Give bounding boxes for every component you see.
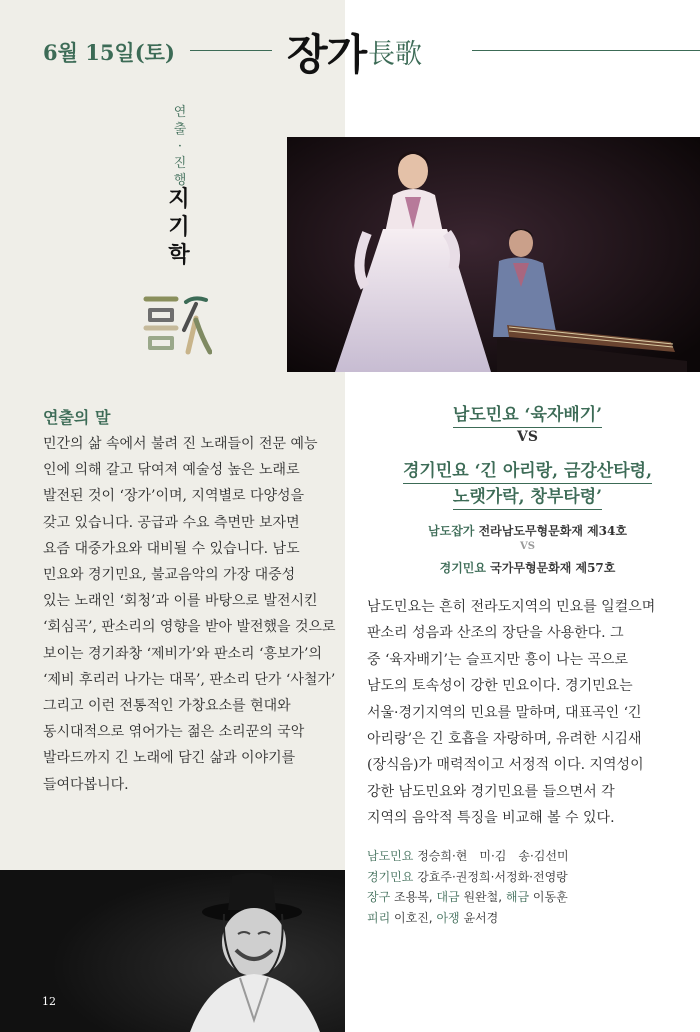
director-note-line: 요즘 대중가요와 대비될 수 있습니다. 남도	[43, 540, 300, 557]
director-note-line: 발전된 것이 ‘장가’이며, 지역별로 다양성을	[43, 488, 305, 505]
description-line: 남도의 토속성이 강한 민요이다. 경기민요는	[367, 678, 633, 695]
performance-photo	[287, 137, 700, 372]
program-title-2-line-1: 경기민요 ‘긴 아리랑, 금강산타령,	[355, 456, 700, 481]
director-name: 지 기 학	[168, 186, 190, 268]
program-description	[367, 594, 667, 832]
page-number: 12	[42, 995, 56, 1008]
credits-line: 경기민요 강효주·권정희·서정화·전영랑	[367, 869, 568, 884]
description-line: 판소리 성음과 산조의 장단을 사용한다. 그	[367, 625, 624, 642]
designation-vs: VS	[520, 541, 535, 552]
credits-line: 장구 조용복, 대금 원완철, 해금 이동훈	[367, 890, 568, 904]
director-role-label: 연 출 · 진 행	[173, 105, 187, 188]
director-note-line: 인에 의해 갈고 닦여져 예술성 높은 노래로	[43, 462, 300, 479]
director-note-heading: 연출의 말	[43, 408, 111, 427]
description-line: 남도민요는 흔히 전라도지역의 민요를 일컬으며	[367, 599, 656, 615]
performance-date: 6월 15일(토)	[43, 40, 175, 65]
director-note-line: 그리고 이런 전통적인 가창요소를 현대와	[43, 698, 291, 715]
director-note-line: ‘제비 후리러 나가는 대목’, 판소리 단가 ‘사철가’	[43, 671, 336, 688]
performer-credits	[367, 846, 569, 928]
credits-line: 남도민요 정승희·현 미·김 송·김선미	[367, 849, 569, 863]
director-note-line: ‘회심곡’, 판소리의 영향을 받아 발전했을 것으로	[43, 619, 336, 636]
director-note-line: 민요와 경기민요, 불교음악의 가장 대중성	[43, 567, 296, 584]
designation-2: 경기민요 국가무형문화재 제57호	[439, 561, 616, 575]
director-note-line: 갖고 있습니다. 공급과 수요 측면만 보자면	[43, 514, 300, 531]
description-line: 중 ‘육자배기’는 슬프지만 흥이 나는 곡으로	[367, 651, 629, 668]
program-title-korean: 장가	[287, 30, 367, 79]
program-vs: VS	[517, 429, 538, 445]
credits-line: 피리 이호진, 아쟁 윤서경	[367, 910, 499, 925]
director-note-line: 발라드까지 긴 노래에 담긴 삶과 이야기를	[43, 750, 296, 767]
description-line: (장식음)가 매력적이고 서정적 이다. 지역성이	[367, 757, 644, 774]
director-note-body	[43, 431, 336, 798]
header-rule-left	[190, 50, 272, 51]
header-rule-right	[472, 50, 700, 51]
description-line: 지역의 음악적 특징을 비교해 볼 수 있다.	[367, 810, 615, 827]
director-note-line: 들여다봅니다.	[43, 776, 129, 793]
director-note-line: 보이는 경기좌창 ‘제비가’와 판소리 ‘흥보가’의	[43, 645, 323, 662]
designation-1: 남도잡가 전라남도무형문화재 제34호	[428, 524, 627, 538]
director-note-line: 민간의 삶 속에서 불려 진 노래들이 전문 예능	[43, 436, 318, 452]
program-title-2-line-2: 노랫가락, 창부타령’	[355, 482, 700, 507]
program-title-1: 남도민요 ‘육자배기’	[355, 400, 700, 425]
description-line: 아리랑’은 긴 호흡을 자랑하며, 유려한 시김새	[367, 731, 642, 748]
description-line: 강한 남도민요와 경기민요를 들으면서 각	[367, 783, 615, 800]
director-note-line: 있는 노래인 ‘회청’과 이를 바탕으로 발전시킨	[43, 593, 318, 610]
director-note-line: 동시대적으로 엮어가는 젊은 소리꾼의 국악	[43, 724, 305, 741]
description-line: 서울·경기지역의 민요를 말하며, 대표곡인 ‘긴	[367, 704, 642, 721]
calligraphy-song-glyph	[142, 290, 212, 360]
program-title-hanja: 長歌	[368, 39, 422, 70]
